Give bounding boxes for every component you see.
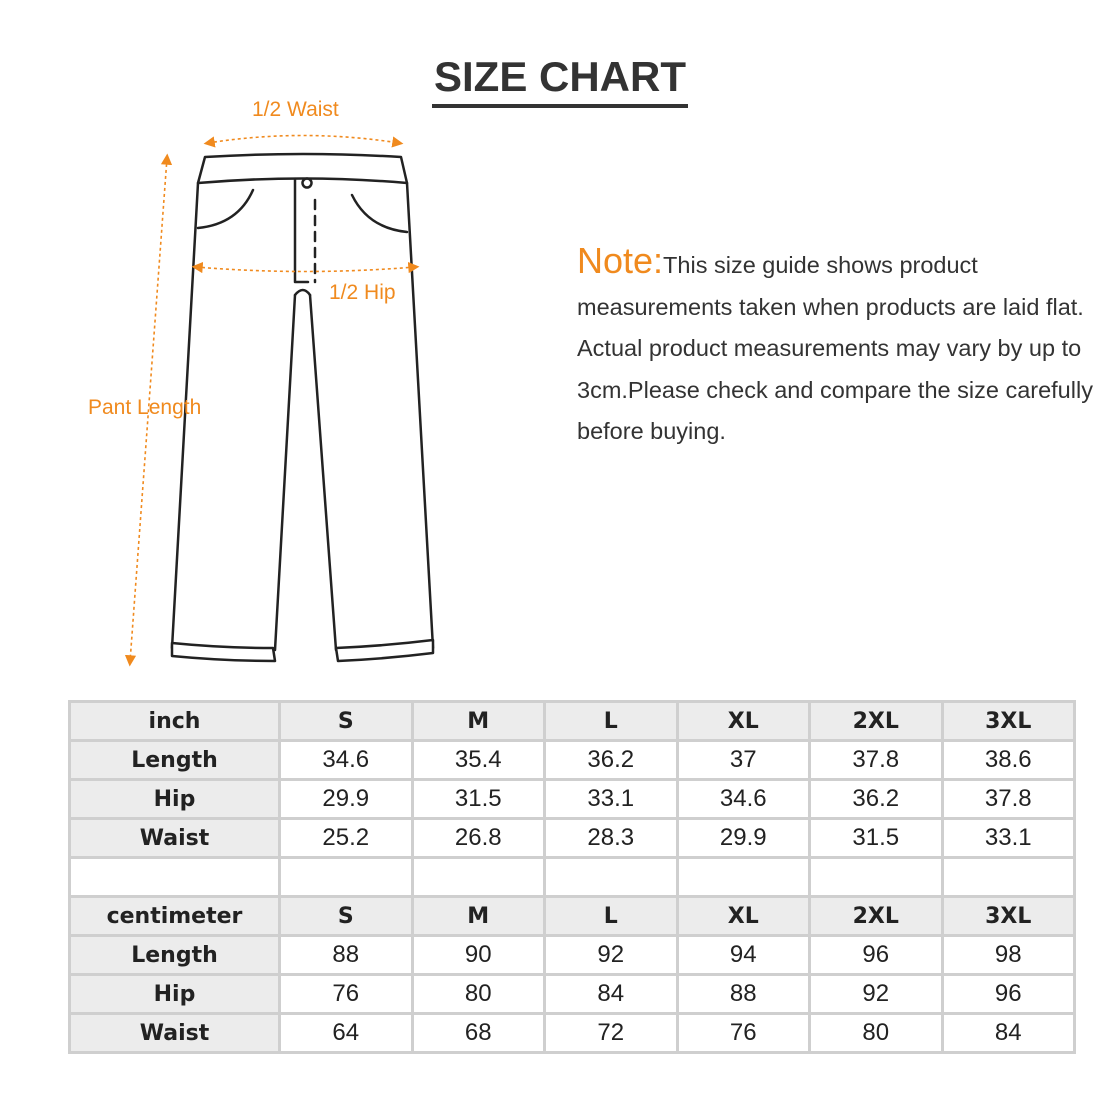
size-header: S — [280, 702, 413, 741]
table-cell: 28.3 — [545, 819, 678, 858]
row-label: Length — [70, 741, 280, 780]
table-cell: 90 — [412, 936, 545, 975]
inch-header-row — [70, 702, 1075, 741]
empty-cell — [810, 858, 943, 897]
table-cell: 76 — [677, 1014, 810, 1053]
table-cell: 80 — [412, 975, 545, 1014]
unit-label-inch: inch — [70, 702, 280, 741]
row-label: Waist — [70, 1014, 280, 1053]
table-cell: 92 — [810, 975, 943, 1014]
table-cell: 96 — [942, 975, 1075, 1014]
size-header: XL — [677, 897, 810, 936]
table-cell: 36.2 — [810, 780, 943, 819]
note-block — [577, 240, 1097, 453]
table-row — [70, 1014, 1075, 1053]
note-label: Note: — [577, 240, 664, 281]
waist-label: 1/2 Waist — [252, 98, 339, 121]
empty-cell — [545, 858, 678, 897]
table-cell: 37.8 — [942, 780, 1075, 819]
page-title-text: SIZE CHART — [432, 52, 688, 108]
table-cell: 25.2 — [280, 819, 413, 858]
table-cell: 34.6 — [280, 741, 413, 780]
size-header: L — [545, 702, 678, 741]
table-cell: 33.1 — [545, 780, 678, 819]
table-row — [70, 780, 1075, 819]
size-header: L — [545, 897, 678, 936]
size-header: 3XL — [942, 897, 1075, 936]
table-cell: 72 — [545, 1014, 678, 1053]
table-cell: 37.8 — [810, 741, 943, 780]
size-header: M — [412, 702, 545, 741]
table-row — [70, 741, 1075, 780]
table-cell: 80 — [810, 1014, 943, 1053]
size-header: 3XL — [942, 702, 1075, 741]
table-cell: 38.6 — [942, 741, 1075, 780]
pants-outline — [172, 154, 433, 661]
size-table — [68, 700, 1076, 1054]
table-row — [70, 975, 1075, 1014]
hip-label: 1/2 Hip — [329, 281, 396, 304]
table-cell: 76 — [280, 975, 413, 1014]
size-header: M — [412, 897, 545, 936]
table-cell: 68 — [412, 1014, 545, 1053]
table-cell: 31.5 — [412, 780, 545, 819]
table-cell: 36.2 — [545, 741, 678, 780]
size-header: S — [280, 897, 413, 936]
spacer-row — [70, 858, 1075, 897]
table-cell: 96 — [810, 936, 943, 975]
table-cell: 35.4 — [412, 741, 545, 780]
row-label: Length — [70, 936, 280, 975]
empty-cell — [412, 858, 545, 897]
table-cell: 34.6 — [677, 780, 810, 819]
row-label: Hip — [70, 780, 280, 819]
size-header: 2XL — [810, 702, 943, 741]
table-cell: 64 — [280, 1014, 413, 1053]
pants-diagram — [0, 90, 560, 680]
table-cell: 84 — [942, 1014, 1075, 1053]
empty-cell — [677, 858, 810, 897]
pant-length-label: Pant Length — [88, 396, 202, 419]
empty-cell — [942, 858, 1075, 897]
empty-cell — [70, 858, 280, 897]
size-header: 2XL — [810, 897, 943, 936]
table-cell: 94 — [677, 936, 810, 975]
empty-cell — [280, 858, 413, 897]
table-cell: 33.1 — [942, 819, 1075, 858]
cm-header-row — [70, 897, 1075, 936]
table-cell: 26.8 — [412, 819, 545, 858]
pants-illustration — [0, 90, 560, 680]
row-label: Waist — [70, 819, 280, 858]
table-cell: 29.9 — [677, 819, 810, 858]
size-tables — [68, 700, 1076, 1054]
table-cell: 31.5 — [810, 819, 943, 858]
table-row — [70, 936, 1075, 975]
table-cell: 84 — [545, 975, 678, 1014]
table-cell: 92 — [545, 936, 678, 975]
table-cell: 88 — [677, 975, 810, 1014]
note-text: This size guide shows product measurements taken when products are laid flat. Actual product measurements may vary by up to 3cm.Please check and compare the size carefully before buying. — [577, 252, 1093, 444]
table-cell: 37 — [677, 741, 810, 780]
table-cell: 98 — [942, 936, 1075, 975]
row-label: Hip — [70, 975, 280, 1014]
table-row — [70, 819, 1075, 858]
table-cell: 29.9 — [280, 780, 413, 819]
unit-label-cm: centimeter — [70, 897, 280, 936]
table-cell: 88 — [280, 936, 413, 975]
size-header: XL — [677, 702, 810, 741]
